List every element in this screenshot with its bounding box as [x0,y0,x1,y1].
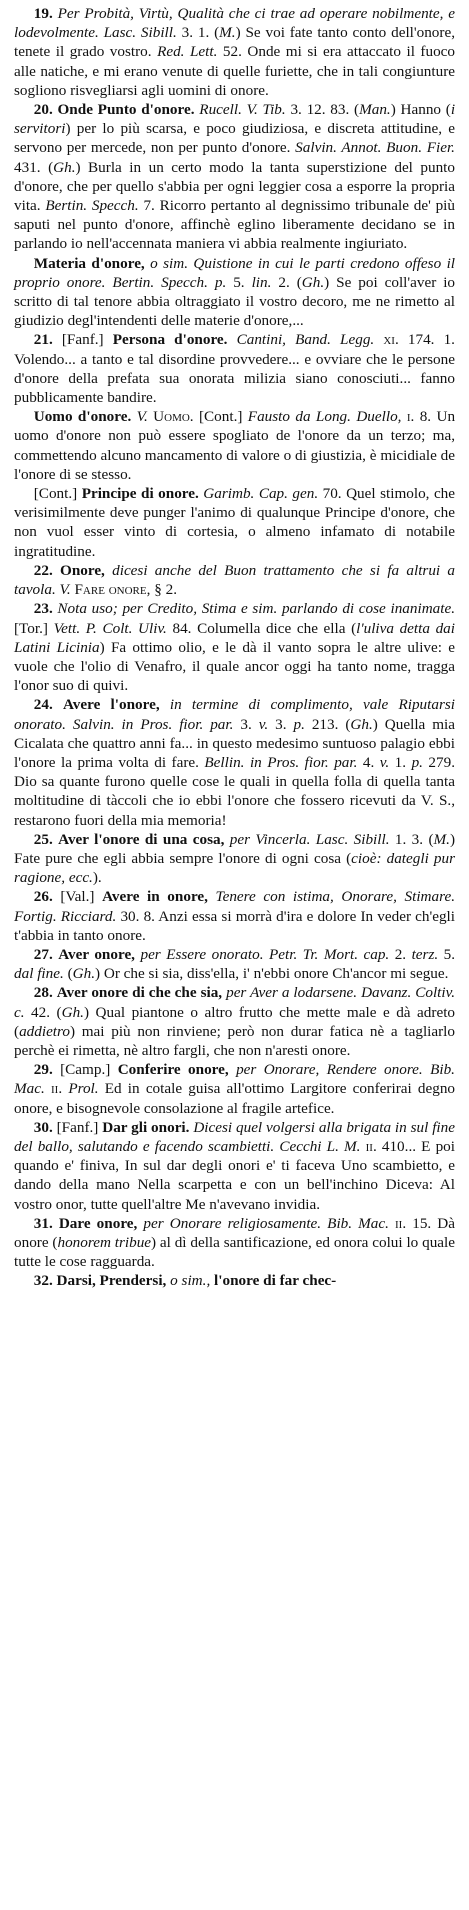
text-segment: per Vincerla. Lasc. Sibill. [229,830,390,848]
entry-number: 32. [33,1272,53,1290]
entry-e21 [14,330,455,407]
text-segment: ) Fa ottimo olio, e le dà il vanto sopra le altre ulive: e vuole che l'olio di Venafro, il quale ancor oggi ha tanto nome, tragga l'onor suo di quivi. [14,638,455,695]
text-segment: dicesi anche del Buon trattamento che si fa altrui a tavola. V. [14,561,456,599]
entry-number: 27. [33,945,53,963]
text-segment: [Fanf.] [52,331,113,349]
text-segment: , § 2. [146,581,177,599]
text-segment: 4. [357,753,380,771]
text-segment: Per Probità, Virtù, Qualità che ci trae ad operare nobilmente, e lodevolmente. [14,5,455,42]
entry-e30 [14,1118,455,1214]
text-segment: terz. [411,945,439,963]
text-segment: cioè: dategli pur ragione, ecc. [14,849,455,887]
entry-number: 23. [33,600,53,618]
entry-e22 [14,561,455,599]
entry-e25 [14,830,455,888]
text-segment [160,696,170,713]
text-segment: ) Or che si sia, diss'ella, i' n'ebbi onore Ch'ancor mi segue. [95,965,449,983]
text-segment: v. [258,715,269,733]
text-segment: 3. [233,715,259,733]
text-segment: xi [383,331,395,349]
text-segment: o sim., [170,1272,211,1290]
text-segment: Persona d'onore. [112,331,228,349]
entry-e26 [14,887,455,945]
text-segment: 3. [268,715,294,733]
entry-number: 21. [33,331,53,349]
text-segment: l'onore di far chec- [214,1272,337,1290]
text-segment: Lasc. Sibill. [103,24,177,42]
text-segment: Ed in cotale guisa all'ottimo Largitore conferirai degno onore, e bisognevole consolazione al fragile artefice. [14,1080,456,1117]
text-segment: . 8. Un uomo d'onore non può essere spogliato de l'onore da un terzo; ma, commettendo alcuno mancamento di valore o di giustizia, è micidiale de l'onore di se stesso. [14,408,456,483]
text-segment: 431. ( [14,158,54,176]
entry-number: 24. [33,696,53,714]
text-segment: Nota uso; per Credito, Stima e sim. parlando di cose inanimate. [57,600,456,618]
text-segment: 42. ( [24,1003,62,1021]
text-segment: ii [51,1080,59,1098]
text-segment: l'uliva detta dai Latini Licinia [14,619,455,656]
text-segment: i servitori [14,101,456,138]
entry-e29 [14,1060,455,1118]
text-segment: Aver onore di che che sia, [56,984,223,1002]
text-segment: Cantini, Band. Legg. [236,331,375,349]
text-segment: Gh. [61,1003,84,1021]
text-segment: Gh. [350,715,373,733]
text-segment: ) Qual piantone o altro frutto che mette male e dà adreto ( [14,1003,456,1040]
text-segment: [Val.] [52,888,103,906]
text-segment: per Essere onorato. Petr. Tr. Mort. cap. [140,945,390,963]
text-segment: Bertin. Specch. [45,197,139,215]
text-segment: Onde Punto d'onore. [57,101,195,119]
text-segment: 2. ( [271,273,302,291]
text-segment: Dicesi quel volgersi alla brigata in sul fine del ballo, salutando e facendo scambietti. Cecchi L. M. [14,1118,455,1155]
text-segment [53,696,63,713]
text-segment: Bellin. in Pros. fior. par. [204,753,358,771]
text-segment: Principe di onore. [81,485,199,503]
text-segment: v. [379,753,390,771]
text-segment: Salvin. Annot. Buon. Fier. [295,139,455,157]
text-segment: 5. [438,945,456,963]
text-segment: dal fine. [14,965,64,983]
text-segment: 2. [389,945,412,963]
text-segment: ( [63,965,73,983]
text-segment: ii [395,1214,403,1232]
text-segment [374,331,383,348]
text-segment: 3. 12. 83. ( [285,101,360,119]
text-segment: p. [293,715,305,733]
entry-number: 30. [33,1118,53,1136]
text-segment: M. [219,24,236,42]
text-segment: ). [92,869,102,887]
text-segment: Prol. [68,1080,99,1098]
text-segment: [Fanf.] [52,1118,103,1136]
text-segment: per Onorare, Rendere onore. Bib. Mac. [14,1061,455,1098]
text-segment: Man. [359,101,391,119]
text-segment: Garimb. Cap. gen. [203,485,319,503]
text-segment: o sim. Quistione in cui le parti credono offeso il proprio onore. Bertin. Specch. p. [14,254,456,291]
text-segment: honorem tribue [57,1234,152,1251]
entry-e21c [14,484,455,561]
text-segment: . 174. 1. Volendo... a tanto e tal disordine provvedere... e ovviare che le persone d'onore della prefata sua onorata milizia siano conosciuti... fanno pubblicamente bandire. [14,331,455,407]
text-segment: 7. Ricorro pertanto al degnissimo tribunale de' più saputi nel punto d'onore, affinchè eglino liberamente decidano se in parlando io nell'accennata maniera vi abbia realmente ingiuriato. [14,197,456,253]
entry-e23 [14,599,455,695]
entry-e27 [14,945,455,983]
text-segment: 52. Onde mi si era attaccato il fuoco alle natiche, e mi erano venute di quelle furiette, che in tali congiunture sogliono risvegliarsi agli uomini di onore. [14,43,455,99]
entry-e19 [14,4,455,100]
entry-number: 19. [33,5,53,22]
entry-number: 29. [33,1061,53,1079]
text-segment: Aver onore, [58,945,135,963]
text-segment: addietro [19,1022,70,1040]
text-segment: [Tor.] [14,619,54,637]
text-segment: . [58,1080,69,1098]
text-segment: ) al dì della santificazione, ed onora colui lo quale tutte le cose ragguarda. [14,1234,455,1271]
text-segment: ) Quella mia Cicalata che quattro anni fa... in questo medesimo suntuoso palagio ebbi l'onore la prima volta di fare. [14,715,456,771]
text-segment: Dar gli onori. [102,1118,190,1136]
entry-number: 31. [33,1214,53,1232]
text-segment: 1. [389,753,412,771]
entry-number: 22. [33,561,53,579]
text-segment [229,1061,236,1078]
text-segment: 3. 1. ( [176,24,220,42]
text-segment: [Camp.] [52,1061,118,1079]
text-segment: . 15. Dà onore ( [14,1214,456,1251]
text-segment: 30. 8. Anzi essa si morrà d'ira e dolore In veder ch'egli t'abbia in tanto onore. [14,907,455,944]
text-segment: ii [365,1137,373,1155]
text-segment: ) Se poi coll'aver io scritto di tal tenore abbia oltraggiato il vostro decoro, me ne rimetto al giudizio degl'intendenti delle materie d'onore,... [14,273,456,330]
text-segment: Avere l'onore, [62,696,160,714]
text-segment: M. [433,830,450,848]
entry-e20b [14,254,455,331]
text-segment: per Aver a lodarsene. Davanz. Coltiv. c. [14,984,456,1021]
text-segment: 70. Quel stimolo, che verisimilmente deve punger l'animo di qualunque Principe d'onore, che non vuol esser vinto di cortesia, o almeno infamato di notabile ingratitudine. [14,485,456,560]
text-segment: 279. Dio sa quante furono quelle cose le quali in quella folla di quella tanta moltitudine di tàccoli che io ebbi l'onore che fossero ricevuti da V. S., restarono fuori della mia memoria! [14,753,456,829]
text-segment: Onore, [60,561,105,579]
text-segment: 5. [226,273,252,291]
text-segment: Tenere con istima, Onorare, Stimare. Fortig. Ricciard. [14,888,456,925]
text-segment [227,331,236,348]
text-segment: Avere in onore, [102,888,208,906]
text-segment: ) per lo più scarsa, e poco giudiziosa, e discreta attitudine, e servono per mercede, non per punto d'onore. [14,120,455,157]
text-segment: in termine di complimento, vale Riputarsi onorato. Salvin. in Pros. fior. par. [14,696,455,733]
entry-number: 28. [33,984,53,1002]
text-segment [208,888,216,905]
text-segment: Uomo [153,408,190,426]
text-segment: Gh. [301,273,325,291]
text-segment: 213. ( [304,715,351,733]
entry-number: 25. [33,830,53,848]
text-segment: Gh. [72,965,95,983]
text-segment: lin. [251,273,272,291]
text-segment: i [406,408,411,426]
text-segment: Uomo d'onore. [33,408,132,426]
text-segment [53,562,60,579]
text-segment: V. [136,408,148,426]
entry-e21b [14,407,455,484]
entry-e32 [14,1271,455,1290]
text-segment: Aver l'onore di una cosa, [58,830,225,848]
text-segment: . 410... E poi quando e' finiva, In sul dar degli onori e' ti faceva Uno scambietto, e dando della mano Nella scarpetta e con un bell'inchino Diceva: Al vostro onor, tutte quell'altre Me n'avevano invidia. [14,1137,455,1213]
text-segment: ) mai più non rinviene; però non durar fatica nè a tagliarlo perchè ei rimetta, nè altro fargli, che non n'aresti onore. [14,1022,455,1059]
text-segment: 1. 3. ( [389,830,434,848]
text-segment: Darsi, Prendersi, [56,1272,167,1290]
entry-e28 [14,983,455,1060]
text-segment: [Cont.] [33,485,82,503]
text-segment: ) Hanno ( [390,101,451,119]
text-segment: ) Burla in un certo modo la tanta superstizione del punto d'onore, che per quello s'abbia per ogni leggier cosa a esporre la propria vita. [14,158,455,215]
entry-e24 [14,695,455,829]
text-segment: Fausto da Long. Duello, [247,408,402,426]
text-segment: Vett. P. Colt. Uliv. [53,619,167,637]
text-segment: Materia d'onore, [33,254,145,272]
text-segment: Conferire onore, [117,1061,229,1079]
entry-number: 20. [33,101,53,119]
entry-e20 [14,100,455,254]
text-segment: Dare onore, [58,1214,138,1232]
text-segment: . [Cont.] [189,408,248,426]
text-segment: ) Se voi fate tanto conto dell'onore, tenete il grado vostro. [14,24,455,61]
entry-e31 [14,1214,455,1272]
text-segment: ) Fate pure che egli abbia sempre l'onore di ogni cosa ( [14,830,456,867]
text-segment: per Onorare religiosamente. Bib. Mac. [143,1214,389,1232]
entry-number: 26. [33,888,53,906]
text-segment: Gh. [53,158,76,176]
text-segment: Fare onore [74,581,147,599]
text-segment: Red. Lett. [157,43,218,61]
text-segment: 84. Columella dice che ella ( [166,619,357,637]
text-segment: Rucell. V. Tib. [199,101,286,119]
text-segment: p. [411,753,423,771]
